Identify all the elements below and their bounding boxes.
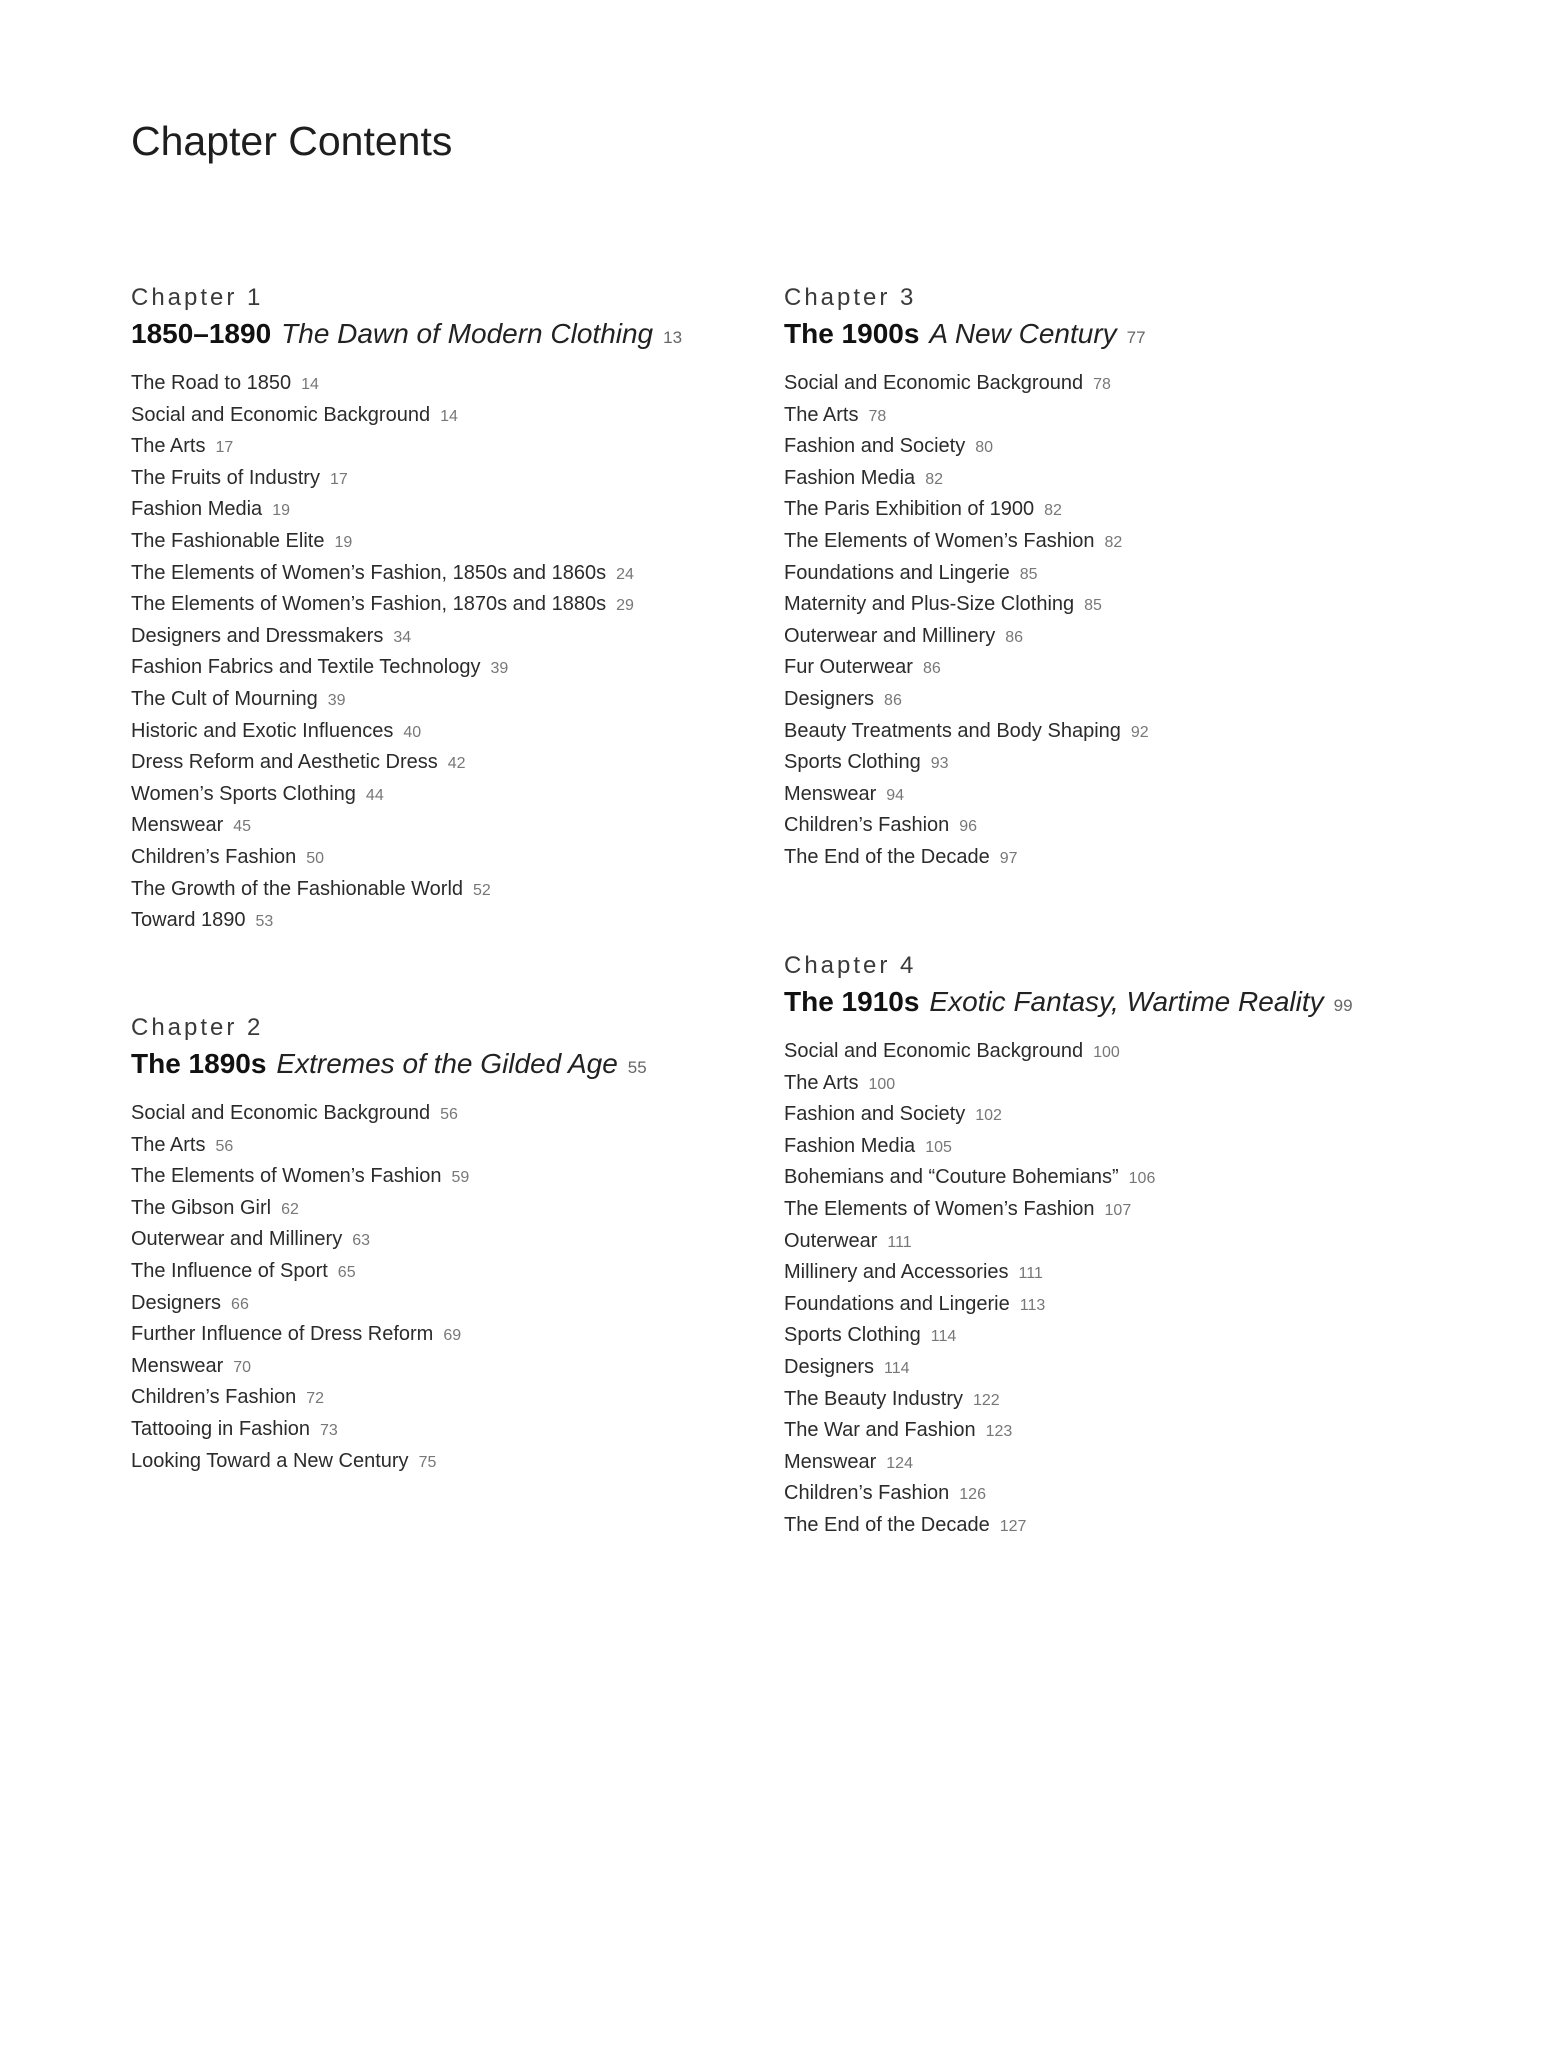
toc-entry-title: The Elements of Women’s Fashion, 1870s and 1880s <box>131 593 607 616</box>
toc-entry-page-number: 73 <box>320 1421 338 1439</box>
toc-entry-title: Dress Reform and Aesthetic Dress <box>131 751 438 774</box>
chapter-heading[interactable] <box>131 1044 731 1084</box>
toc-entry[interactable] <box>784 1415 1384 1447</box>
toc-entry[interactable] <box>131 1446 731 1478</box>
toc-entry[interactable] <box>131 810 731 842</box>
chapter-era: 1850–1890 <box>131 318 272 349</box>
toc-entry-title: Fashion Fabrics and Textile Technology <box>131 656 481 679</box>
toc-entry-page-number: 52 <box>473 881 491 899</box>
toc-entry[interactable] <box>131 494 731 526</box>
toc-entry-title: Children’s Fashion <box>131 845 297 868</box>
toc-entry[interactable] <box>131 779 731 811</box>
toc-entry-page-number: 39 <box>327 691 346 709</box>
toc-entry-page-number: 122 <box>972 1391 1000 1409</box>
chapter-4-block <box>784 950 1384 1542</box>
toc-entry-page-number: 80 <box>975 439 994 457</box>
toc-entry[interactable] <box>784 558 1384 590</box>
toc-entry[interactable] <box>131 463 731 495</box>
toc-entry-title: Menswear <box>784 782 877 805</box>
toc-entry[interactable] <box>784 684 1384 716</box>
toc-entry-page-number: 19 <box>334 533 353 551</box>
toc-entry-page-number: 53 <box>255 913 274 931</box>
toc-entry-title: The Elements of Women’s Fashion <box>131 1165 442 1188</box>
chapter-3-block <box>784 282 1384 874</box>
toc-entry-title: Fashion Media <box>784 466 916 489</box>
toc-entry-page-number: 106 <box>1128 1170 1156 1188</box>
toc-entry-title: Menswear <box>131 1354 224 1377</box>
toc-entry[interactable] <box>131 1351 731 1383</box>
toc-entry-page-number: 45 <box>233 818 252 836</box>
toc-entry[interactable] <box>131 1224 731 1256</box>
toc-entry-title: Designers <box>131 1291 222 1314</box>
toc-entry-page-number: 50 <box>306 849 325 867</box>
toc-entry-page-number: 107 <box>1104 1201 1132 1219</box>
toc-entry[interactable] <box>784 463 1384 495</box>
toc-entry-page-number: 126 <box>959 1486 986 1504</box>
toc-entry[interactable] <box>784 1320 1384 1352</box>
toc-entry-title: Historic and Exotic Influences <box>131 719 394 742</box>
toc-entry-page-number: 69 <box>443 1327 462 1345</box>
toc-entry-page-number: 86 <box>922 660 941 678</box>
toc-entry-page-number: 24 <box>616 565 634 583</box>
toc-entry-page-number: 86 <box>1005 628 1023 646</box>
toc-entry-page-number: 17 <box>215 439 234 457</box>
toc-entry[interactable] <box>784 810 1384 842</box>
toc-entry-page-number: 111 <box>1018 1265 1043 1283</box>
toc-entry-title: The Arts <box>131 435 206 458</box>
toc-entry-page-number: 56 <box>215 1137 234 1155</box>
toc-entry-title: The End of the Decade <box>784 1513 990 1536</box>
chapter-label: Chapter 4 <box>784 952 917 979</box>
toc-entry[interactable] <box>784 1384 1384 1416</box>
toc-entry-page-number: 100 <box>1093 1044 1120 1061</box>
toc-entry[interactable] <box>784 400 1384 432</box>
toc-entry-page-number: 70 <box>233 1358 252 1376</box>
toc-entry[interactable] <box>131 1098 731 1130</box>
toc-entry-title: Beauty Treatments and Body Shaping <box>784 719 1121 742</box>
toc-entry-title: Fashion and Society <box>784 1103 966 1126</box>
toc-entry-title: The Arts <box>131 1133 206 1156</box>
toc-entry[interactable] <box>784 1447 1384 1479</box>
toc-entry-page-number: 102 <box>975 1107 1002 1125</box>
toc-entry[interactable] <box>131 621 731 653</box>
toc-entry[interactable] <box>131 842 731 874</box>
toc-entry-page-number: 82 <box>1104 533 1123 551</box>
toc-entry-title: The Influence of Sport <box>131 1259 328 1282</box>
toc-entry-title: Social and Economic Background <box>131 1102 431 1124</box>
toc-entry-page-number: 78 <box>868 407 887 425</box>
section-list <box>784 368 1384 874</box>
toc-entry-page-number: 78 <box>1093 376 1111 393</box>
chapter-era: The 1910s <box>784 986 920 1017</box>
toc-entry-title: The Elements of Women’s Fashion, 1850s and 1860s <box>131 561 607 584</box>
chapter-subtitle: Exotic Fantasy, Wartime Reality <box>929 986 1324 1017</box>
chapter-1-block <box>131 282 731 937</box>
toc-entry[interactable] <box>131 652 731 684</box>
toc-entry-title: Women’s Sports Clothing <box>131 782 356 805</box>
toc-entry[interactable] <box>784 1099 1384 1131</box>
toc-entry[interactable] <box>784 526 1384 558</box>
toc-entry-page-number: 97 <box>999 849 1018 867</box>
toc-entry-title: Foundations and Lingerie <box>784 561 1010 584</box>
toc-entry-title: Fashion Media <box>784 1134 916 1157</box>
section-list <box>131 1098 731 1477</box>
toc-entry-page-number: 92 <box>1130 723 1149 741</box>
chapter-label: Chapter 3 <box>784 284 917 311</box>
toc-entry-title: The Road to 1850 <box>131 372 292 394</box>
toc-entry-title: The War and Fashion <box>784 1419 976 1442</box>
toc-entry-page-number: 56 <box>440 1106 458 1123</box>
toc-entry-page-number: 42 <box>447 755 466 773</box>
toc-entry[interactable] <box>784 621 1384 653</box>
toc-entry-title: Social and Economic Background <box>784 1040 1084 1062</box>
toc-entry-page-number: 29 <box>616 597 634 615</box>
toc-entry[interactable] <box>784 494 1384 526</box>
toc-entry[interactable] <box>784 1289 1384 1321</box>
toc-entry-title: The Cult of Mourning <box>131 687 318 710</box>
toc-entry[interactable] <box>131 526 731 558</box>
toc-entry-title: The Beauty Industry <box>784 1387 963 1410</box>
toc-entry[interactable] <box>784 1162 1384 1194</box>
toc-entry[interactable] <box>784 652 1384 684</box>
toc-entry-page-number: 114 <box>930 1328 957 1346</box>
toc-entry-page-number: 100 <box>868 1075 896 1093</box>
toc-entry-title: Maternity and Plus-Size Clothing <box>784 593 1075 616</box>
toc-entry-title: The Growth of the Fashionable World <box>131 877 464 900</box>
toc-entry-page-number: 72 <box>306 1390 325 1408</box>
toc-entry[interactable] <box>131 1414 731 1446</box>
toc-entry-page-number: 123 <box>985 1423 1013 1441</box>
toc-entry-title: Outerwear and Millinery <box>131 1228 343 1251</box>
toc-entry[interactable] <box>131 558 731 590</box>
toc-entry-title: Tattooing in Fashion <box>131 1417 311 1440</box>
toc-entry-page-number: 62 <box>281 1200 299 1218</box>
toc-entry-title: The Gibson Girl <box>131 1196 272 1219</box>
toc-entry-title: Fashion and Society <box>784 435 966 458</box>
toc-entry-page-number: 14 <box>440 407 458 425</box>
toc-entry-title: Outerwear and Millinery <box>784 624 996 647</box>
toc-entry[interactable] <box>131 1288 731 1320</box>
toc-entry-page-number: 39 <box>490 660 509 678</box>
toc-entry[interactable] <box>131 400 731 432</box>
toc-entry-title: The Elements of Women’s Fashion <box>784 529 1095 552</box>
toc-entry[interactable] <box>784 1226 1384 1258</box>
toc-entry[interactable] <box>784 1036 1384 1068</box>
toc-entry[interactable] <box>784 779 1384 811</box>
toc-entry-page-number: 59 <box>451 1169 470 1187</box>
toc-entry[interactable] <box>131 716 731 748</box>
chapter-page-number: 77 <box>1126 328 1146 347</box>
toc-entry[interactable] <box>131 747 731 779</box>
toc-entry-page-number: 14 <box>301 376 319 393</box>
toc-entry[interactable] <box>784 1194 1384 1226</box>
toc-entry[interactable] <box>784 1131 1384 1163</box>
chapter-page-number: 13 <box>663 328 683 347</box>
toc-entry[interactable] <box>131 1193 731 1225</box>
chapter-page-number: 55 <box>627 1058 647 1077</box>
toc-entry-title: Designers <box>784 687 875 710</box>
toc-entry-page-number: 19 <box>272 502 290 520</box>
toc-entry[interactable] <box>131 1319 731 1351</box>
toc-entry[interactable] <box>784 1068 1384 1100</box>
toc-entry-title: Designers <box>784 1355 875 1378</box>
toc-entry[interactable] <box>784 747 1384 779</box>
toc-entry-title: Designers and Dressmakers <box>131 624 384 647</box>
toc-entry-page-number: 94 <box>886 786 905 804</box>
toc-entry-page-number: 75 <box>418 1453 437 1471</box>
toc-entry[interactable] <box>131 431 731 463</box>
toc-entry-title: The End of the Decade <box>784 845 990 868</box>
toc-entry-title: Sports Clothing <box>784 751 921 774</box>
chapter-subtitle: The Dawn of Modern Clothing <box>281 318 654 349</box>
toc-entry-page-number: 93 <box>930 755 949 773</box>
toc-entry[interactable] <box>784 1352 1384 1384</box>
toc-entry[interactable] <box>131 905 731 937</box>
toc-entry-page-number: 44 <box>365 786 384 804</box>
toc-entry-page-number: 124 <box>886 1454 913 1472</box>
toc-entry-title: The Elements of Women’s Fashion <box>784 1197 1095 1220</box>
chapter-heading[interactable] <box>131 314 731 354</box>
toc-entry-page-number: 113 <box>1019 1296 1046 1314</box>
chapter-heading[interactable] <box>784 982 1384 1022</box>
toc-entry-page-number: 85 <box>1084 597 1102 615</box>
toc-entry-title: The Fashionable Elite <box>131 529 325 552</box>
toc-entry-page-number: 63 <box>352 1232 370 1250</box>
toc-entry-title: Children’s Fashion <box>131 1386 297 1409</box>
toc-entry-title: Children’s Fashion <box>784 814 950 837</box>
toc-entry-title: The Arts <box>784 1071 859 1094</box>
toc-entry[interactable] <box>784 431 1384 463</box>
toc-entry-page-number: 85 <box>1019 565 1038 583</box>
toc-entry-title: Menswear <box>131 814 224 837</box>
toc-entry-title: Toward 1890 <box>131 909 246 932</box>
toc-entry[interactable] <box>131 1382 731 1414</box>
toc-entry-title: Millinery and Accessories <box>784 1261 1009 1284</box>
toc-entry[interactable] <box>784 1478 1384 1510</box>
toc-entry[interactable] <box>784 589 1384 621</box>
chapter-2-block <box>131 1012 731 1477</box>
toc-entry-page-number: 127 <box>999 1517 1027 1535</box>
chapter-subtitle: A New Century <box>929 318 1117 349</box>
chapter-heading[interactable] <box>784 314 1384 354</box>
toc-entry-page-number: 82 <box>925 470 943 488</box>
toc-entry-title: Further Influence of Dress Reform <box>131 1323 434 1346</box>
toc-entry-title: Social and Economic Background <box>784 372 1084 394</box>
toc-entry-page-number: 65 <box>337 1263 356 1281</box>
toc-entry-page-number: 96 <box>959 818 978 836</box>
toc-entry[interactable] <box>131 368 731 400</box>
page-title: Chapter Contents <box>131 118 453 164</box>
toc-entry-title: Social and Economic Background <box>131 403 431 426</box>
toc-entry-page-number: 105 <box>925 1138 952 1156</box>
toc-entry-title: The Fruits of Industry <box>131 466 320 489</box>
toc-entry-title: Bohemians and “Couture Bohemians” <box>784 1166 1119 1189</box>
chapter-era: The 1890s <box>131 1048 267 1079</box>
chapter-label: Chapter 2 <box>131 1014 264 1041</box>
toc-entry[interactable] <box>131 684 731 716</box>
toc-entry-title: Outerwear <box>784 1229 878 1252</box>
toc-entry[interactable] <box>784 1510 1384 1542</box>
toc-entry[interactable] <box>131 1130 731 1162</box>
toc-entry-title: Fur Outerwear <box>784 656 913 679</box>
section-list <box>784 1036 1384 1542</box>
toc-entry-title: Sports Clothing <box>784 1324 921 1347</box>
toc-entry[interactable] <box>784 368 1384 400</box>
section-list <box>131 368 731 937</box>
chapter-label: Chapter 1 <box>131 284 264 311</box>
toc-entry-page-number: 114 <box>884 1359 910 1377</box>
toc-entry-title: Fashion Media <box>131 498 263 521</box>
toc-entry-title: The Paris Exhibition of 1900 <box>784 498 1035 521</box>
toc-entry-title: The Arts <box>784 403 859 426</box>
toc-entry[interactable] <box>784 1257 1384 1289</box>
toc-entry[interactable] <box>784 716 1384 748</box>
toc-entry-title: Looking Toward a New Century <box>131 1449 409 1472</box>
toc-entry-page-number: 66 <box>231 1295 249 1313</box>
toc-entry-title: Foundations and Lingerie <box>784 1292 1010 1315</box>
toc-entry-title: Menswear <box>784 1450 877 1473</box>
toc-entry[interactable] <box>131 1161 731 1193</box>
toc-entry-page-number: 82 <box>1044 502 1062 520</box>
toc-entry[interactable] <box>784 842 1384 874</box>
toc-entry[interactable] <box>131 874 731 906</box>
toc-entry-page-number: 40 <box>403 723 422 741</box>
toc-entry-page-number: 111 <box>887 1233 912 1251</box>
chapter-subtitle: Extremes of the Gilded Age <box>276 1048 618 1079</box>
toc-entry[interactable] <box>131 1256 731 1288</box>
toc-entry-page-number: 86 <box>884 691 902 709</box>
toc-entry-title: Children’s Fashion <box>784 1482 950 1505</box>
chapter-page-number: 99 <box>1333 996 1353 1015</box>
toc-entry-page-number: 34 <box>393 628 412 646</box>
chapter-era: The 1900s <box>784 318 920 349</box>
toc-entry[interactable] <box>131 589 731 621</box>
toc-entry-page-number: 17 <box>329 470 348 488</box>
